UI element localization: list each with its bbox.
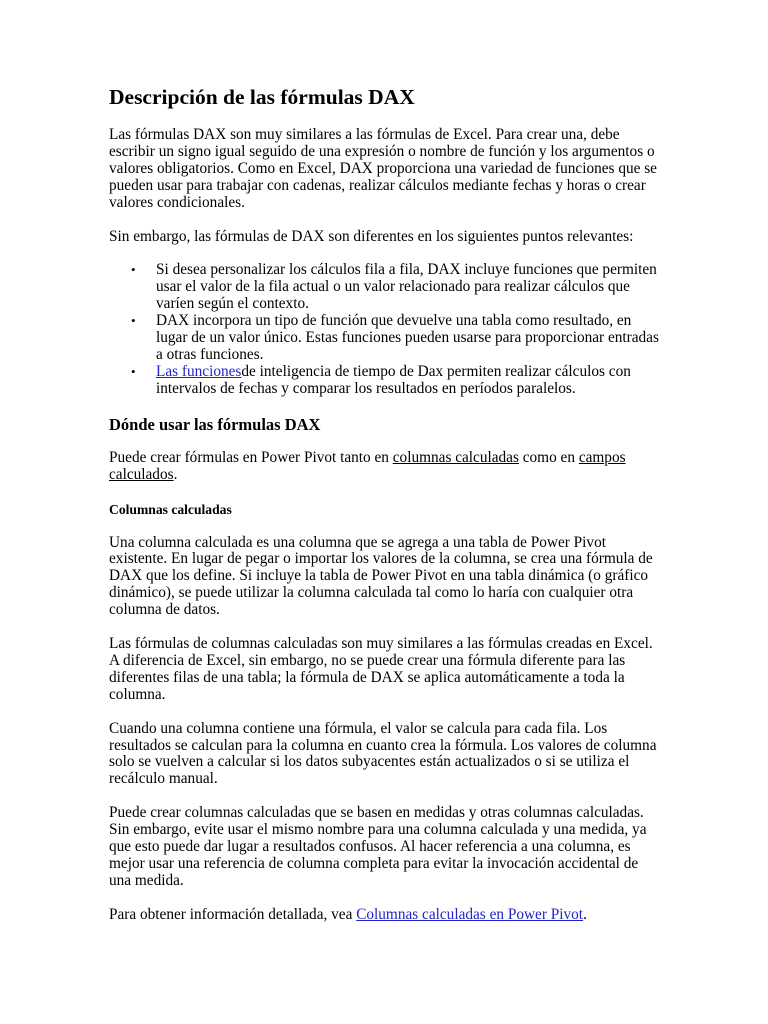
detail-text-before: Para obtener información detallada, vea [109,905,357,923]
differences-intro-paragraph: Sin embargo, las fórmulas de DAX son diferentes en los siguientes puntos relevantes: [109,227,634,245]
columns-paragraph-5 [109,907,661,924]
columns-paragraph-3: Cuando una columna contiene una fórmula, el valor se calcula para cada fila. Los resultados se calculan para la columna en cuanto crea la fórmula. Los valores de columna solo se vuelven a calcular si los datos subyacentes están actualizados o si se utiliza el recálculo manual. [109,719,657,788]
list-item [109,364,661,398]
calculated-columns-link[interactable]: columnas calculadas [392,448,519,466]
section-heading-where: Dónde usar las fórmulas DAX [109,414,321,434]
detail-text-after: . [583,905,587,923]
list-item-text: Si desea personalizar los cálculos fila a fila, DAX incluye funciones que permiten usar el valor de la fila actual o un valor relacionado para realizar cálculos que varíen según el contexto. [156,261,657,313]
calculated-fields-link[interactable]: campos calculados [109,448,626,483]
functions-link[interactable]: Las funciones [156,362,242,380]
document-body [109,84,661,941]
intro-paragraph: Las fórmulas DAX son muy similares a las fórmulas de Excel. Para crear una, debe escribir un signo igual seguido de una expresión o nombre de función y los argumentos o valores obligatorios. Como en Excel, DAX proporciona una variedad de funciones que se pueden usar para trabajar con cadenas, realizar cálculos mediante fechas y horas o crear valores condicionales. [109,126,657,211]
list-item-text: de inteligencia de tiempo de Dax permiten realizar cálculos con intervalos de fechas y comparar los resultados en períodos paralelos. [156,362,631,397]
bullet-icon: • [131,262,136,278]
columns-paragraph-1: Una columna calculada es una columna que se agrega a una tabla de Power Pivot existente. En lugar de pegar o importar los valores de la columna, se crea una fórmula de DAX que los define. Si incluye la tabla de Power Pivot en una tabla dinámica (o gráfico dinámico), se puede utilizar la columna calculada tal como lo haría con cualquier otra columna de datos. [109,533,653,619]
bullet-icon: • [131,363,136,379]
bullet-icon: • [131,313,136,329]
calculated-columns-power-pivot-link[interactable]: Columnas calculadas en Power Pivot [356,905,584,923]
where-text-before: Puede crear fórmulas en Power Pivot tanto en [109,448,393,466]
page-title: Descripción de las fórmulas DAX [109,85,415,109]
differences-list [109,262,661,397]
where-text-middle: como en [518,448,579,466]
where-paragraph [109,450,661,484]
where-text-after: . [173,465,178,483]
list-item [109,262,661,313]
list-item [109,313,661,364]
section-heading-columns: Columnas calculadas [109,501,232,517]
list-item-text: DAX incorpora un tipo de función que devuelve una tabla como resultado, en lugar de un valor único. Estas funciones pueden usarse para proporcionar entradas a otras funciones. [156,312,659,363]
columns-paragraph-2: Las fórmulas de columnas calculadas son muy similares a las fórmulas creadas en Excel. A diferencia de Excel, sin embargo, no se puede crear una fórmula diferente para las diferentes filas de una tabla; la fórmula de DAX se aplica automáticamente a toda la columna. [109,635,653,703]
columns-paragraph-4: Puede crear columnas calculadas que se basen en medidas y otras columnas calculadas. Sin embargo, evite usar el mismo nombre para una columna calculada y una medida, ya que esto puede dar lugar a resultados confusos. Al hacer referencia a una columna, es mejor usar una referencia de columna completa para evitar la invocación accidental de una medida. [109,804,647,889]
